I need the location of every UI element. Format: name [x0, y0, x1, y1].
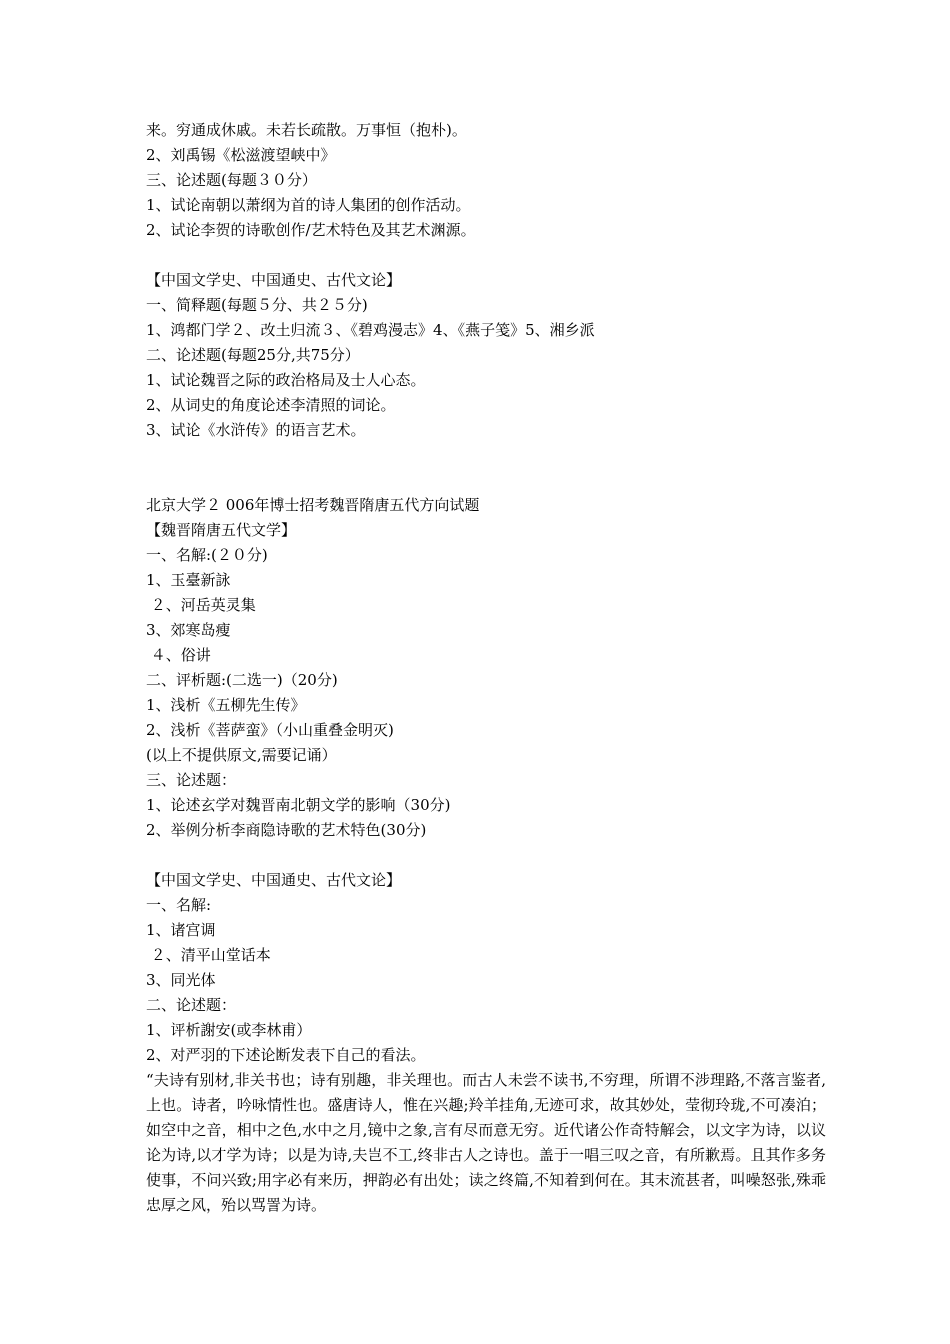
- exam-title: 北京大学２ 006年博士招考魏晋隋唐五代方向试题: [146, 496, 480, 514]
- question-item: ２、清平山堂话本: [146, 946, 271, 964]
- spacer: [146, 843, 826, 868]
- question-item: 2、从词史的角度论述李清照的词论。: [146, 396, 396, 414]
- question-item: 1、玉臺新詠: [146, 571, 231, 589]
- note-line: (以上不提供原文,需要记诵）: [146, 746, 337, 764]
- section-heading: 二、论述题：: [146, 996, 237, 1014]
- subject-heading: 【中国文学史、中国通史、古代文论】: [146, 271, 402, 289]
- section-prior-exam-tail: [146, 118, 826, 243]
- question-item: 3、试论《水浒传》的语言艺术。: [146, 421, 366, 439]
- question-item: 1、论述玄学对魏晋南北朝文学的影响（30分): [146, 796, 451, 814]
- question-item: 2、浅析《菩萨蛮》（小山重叠金明灭): [146, 721, 394, 739]
- question-item: 1、试论南朝以萧纲为首的诗人集团的创作活动。: [146, 196, 471, 214]
- question-item: 2、试论李贺的诗歌创作/艺术特色及其艺术渊源。: [146, 221, 476, 239]
- section-heading: 三、论述题：: [146, 771, 237, 789]
- section-heading: 一、名解:(２０分): [146, 546, 268, 564]
- question-item: 1、评析謝安(或李林甫）: [146, 1021, 312, 1039]
- section-exam-2006-weijin: [146, 493, 826, 843]
- section-lit-history-2006: [146, 868, 826, 1218]
- subject-heading: 【中国文学史、中国通史、古代文论】: [146, 871, 402, 889]
- spacer: [146, 243, 826, 268]
- question-item: ２、河岳英灵集: [146, 596, 256, 614]
- section-heading: 二、评析题:(二选一)（20分): [146, 671, 338, 689]
- question-item: 1、试论魏晋之际的政治格局及士人心态。: [146, 371, 426, 389]
- question-item: 2、举例分析李商隐诗歌的艺术特色(30分): [146, 821, 427, 839]
- text-line: 2、刘禹锡《松滋渡望峡中》: [146, 146, 336, 164]
- spacer: [146, 443, 826, 468]
- spacer: [146, 468, 826, 493]
- quotation-paragraph: “夫诗有别材,非关书也；诗有别趣，非关理也。而古人未尝不读书,不穷理，所谓不涉理路,不落言鉴者,上也。诗者，吟咏情性也。盛唐诗人，惟在兴趣;羚羊挂角,无迹可求，故其妙处，莹彻玲珑,不可凑泊；如空中之音，相中之色,水中之月,镜中之象,言有尽而意无穷。近代诸公作奇特解会，以文字为诗，以议论为诗,以才学为诗；以是为诗,夫岂不工,终非古人之诗也。盖于一唱三叹之音，有所歉焉。且其作多务使事，不问兴致;用字必有来历，押韵必有出处；读之终篇,不知着到何在。其末流甚者，叫噪怒张,殊乖忠厚之风，殆以骂詈为诗。: [146, 1071, 826, 1214]
- question-item: 3、郊寒岛瘦: [146, 621, 231, 639]
- subject-heading: 【魏晋隋唐五代文学】: [146, 521, 297, 539]
- question-item: ４、俗讲: [146, 646, 211, 664]
- question-item: 1、浅析《五柳先生传》: [146, 696, 306, 714]
- section-heading: 三、论述题(每题３０分）: [146, 171, 317, 189]
- text-line: 来。穷通成休戚。未若长疏散。万事恒（抱朴)。: [146, 121, 467, 139]
- section-heading: 二、论述题(每题25分,共75分）: [146, 346, 360, 364]
- section-lit-history-2005: [146, 268, 826, 443]
- section-heading: 一、简释题(每题５分、共２５分): [146, 296, 368, 314]
- question-item: 1、诸宫调: [146, 921, 216, 939]
- question-item: 3、同光体: [146, 971, 216, 989]
- question-item: 2、对严羽的下述论断发表下自己的看法。: [146, 1046, 426, 1064]
- document-page: [146, 118, 826, 1218]
- section-heading: 一、名解:: [146, 896, 212, 914]
- question-item: 1、鸿都门学２、改土归流３、《碧鸡漫志》4、《燕子笺》5、湘乡派: [146, 321, 595, 339]
